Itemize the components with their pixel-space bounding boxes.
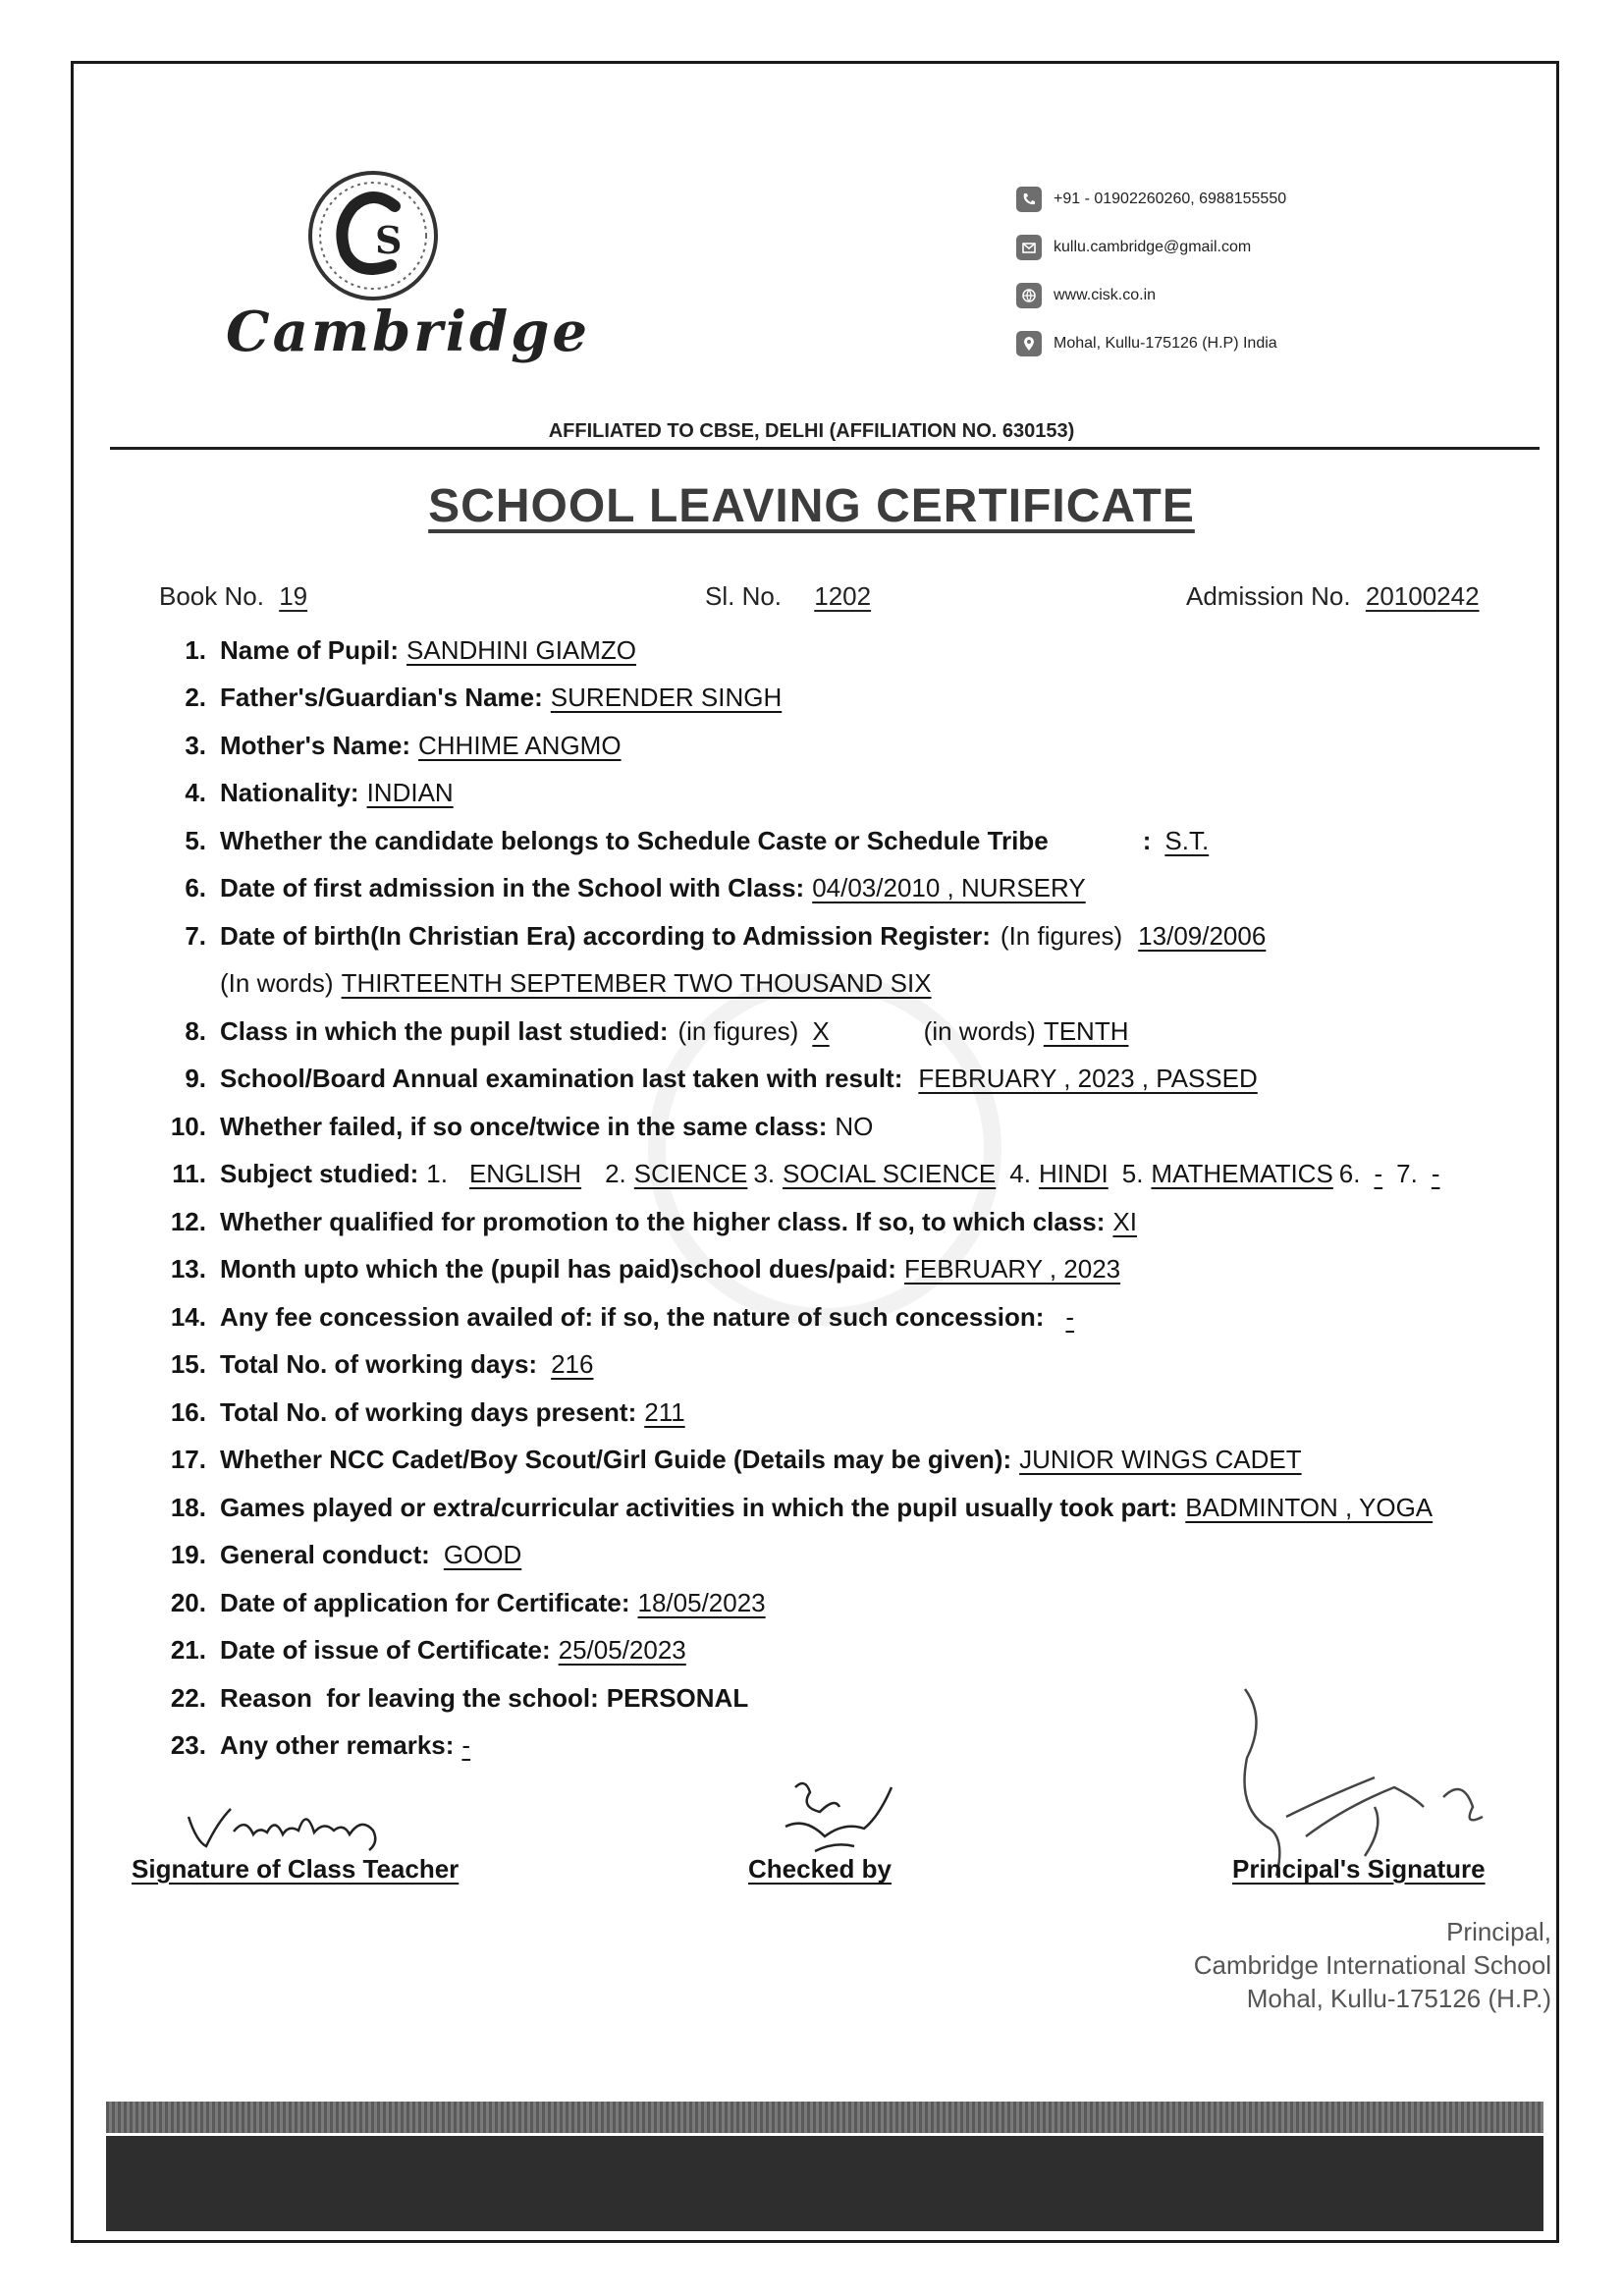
footer-band-light: [106, 2102, 1543, 2133]
principal-signature-mark: [1227, 1679, 1522, 1925]
field-pupil-name: 1. Name of Pupil: SANDHINI GIAMZO: [185, 634, 637, 665]
contact-phone: +91 - 01902260260, 6988155550: [1016, 175, 1370, 223]
field-conduct: 19. General conduct: GOOD: [170, 1540, 522, 1570]
field-guardian-name: 2. Father's/Guardian's Name: SURENDER SINGH: [185, 683, 783, 713]
field-nationality: 4. Nationality: INDIAN: [185, 778, 454, 808]
contact-website: www.cisk.co.in: [1016, 271, 1370, 319]
field-failed: 10. Whether failed, if so once/twice in the same class: NO: [170, 1111, 874, 1141]
field-leaving-reason: 22. Reason for leaving the school: PERSONAL: [170, 1682, 749, 1713]
certificate-fields: [155, 627, 1530, 1770]
header-divider: [110, 447, 1540, 450]
contact-email: kullu.cambridge@gmail.com: [1016, 223, 1370, 271]
contact-block: [1016, 175, 1370, 367]
field-promotion: 12. Whether qualified for promotion to the higher class. If so, to which class: XI: [170, 1206, 1137, 1236]
field-ncc-scout: 17. Whether NCC Cadet/Boy Scout/Girl Guide (Details may be given): JUNIOR WINGS CADET: [170, 1445, 1302, 1475]
field-last-exam: 9. School/Board Annual examination last taken with result: FEBRUARY , 2023 , PASSED: [185, 1064, 1258, 1094]
class-teacher-signature-mark: [177, 1787, 432, 1856]
principal-stamp: Principal, Cambridge International School Mohal, Kullu-175126 (H.P.): [1193, 1917, 1551, 2013]
globe-icon: [1016, 283, 1042, 308]
logo-monogram-icon: [304, 167, 442, 304]
school-logo: [226, 157, 590, 364]
field-mother-name: 3. Mother's Name: CHHIME ANGMO: [185, 730, 622, 760]
field-working-days: 15. Total No. of working days: 216: [170, 1349, 594, 1380]
field-first-admission: 6. Date of first admission in the School with Class: 04/03/2010 , NURSERY: [185, 873, 1086, 903]
footer-band-dark: [106, 2136, 1543, 2231]
field-subjects: 11. Subject studied: 1. ENGLISH 2. SCIENCE 3. SOCIAL SCIENCE 4. HINDI 5. MATHEMATICS 6. - 7. -: [172, 1159, 1440, 1189]
checked-by-signature-mark: [766, 1768, 913, 1861]
field-issue-date: 21. Date of issue of Certificate: 25/05/2023: [170, 1635, 686, 1666]
field-remarks: 23. Any other remarks: -: [170, 1730, 471, 1761]
field-fee-concession: 14. Any fee concession availed of: if so, the nature of such concession: -: [170, 1301, 1075, 1332]
mail-icon: [1016, 235, 1042, 260]
affiliation-line: AFFILIATED TO CBSE, DELHI (AFFILIATION NO. 630153): [548, 420, 1075, 442]
certificate-title: SCHOOL LEAVING CERTIFICATE: [428, 480, 1195, 532]
svg-text:S: S: [375, 218, 403, 262]
principal-signature-label: Principal's Signature: [1232, 1854, 1486, 1884]
field-activities: 18. Games played or extra/curricular activities in which the pupil usually took part: BADMINTON , YOGA: [170, 1492, 1434, 1522]
location-pin-icon: [1016, 331, 1042, 356]
field-last-class: 8. Class in which the pupil last studied: (in figures) X (in words) TENTH: [185, 1015, 1129, 1046]
contact-address: Mohal, Kullu-175126 (H.P) India: [1016, 319, 1370, 367]
field-caste-tribe: 5. Whether the candidate belongs to Schedule Caste or Schedule Tribe : S.T.: [185, 825, 1210, 855]
admission-number: Admission No. 20100242: [1186, 581, 1480, 611]
field-date-of-birth-words: (In words) THIRTEENTH SEPTEMBER TWO THOUSAND SIX: [220, 968, 932, 999]
field-date-of-birth: 7. Date of birth(In Christian Era) according to Admission Register: (In figures) 13/09/2006: [185, 920, 1267, 951]
class-teacher-signature-label: Signature of Class Teacher: [132, 1854, 460, 1884]
book-number: Book No. 19: [159, 581, 308, 611]
field-days-present: 16. Total No. of working days present: 211: [170, 1396, 685, 1427]
serial-number: Sl. No. 1202: [705, 581, 872, 611]
field-dues-paid: 13. Month upto which the (pupil has paid)school dues/paid: FEBRUARY , 2023: [170, 1254, 1121, 1285]
checked-by-label: Checked by: [748, 1854, 892, 1884]
logo-wordmark: Cambridge: [226, 300, 590, 364]
phone-icon: [1016, 187, 1042, 212]
field-application-date: 20. Date of application for Certificate: 18/05/2023: [170, 1587, 766, 1617]
